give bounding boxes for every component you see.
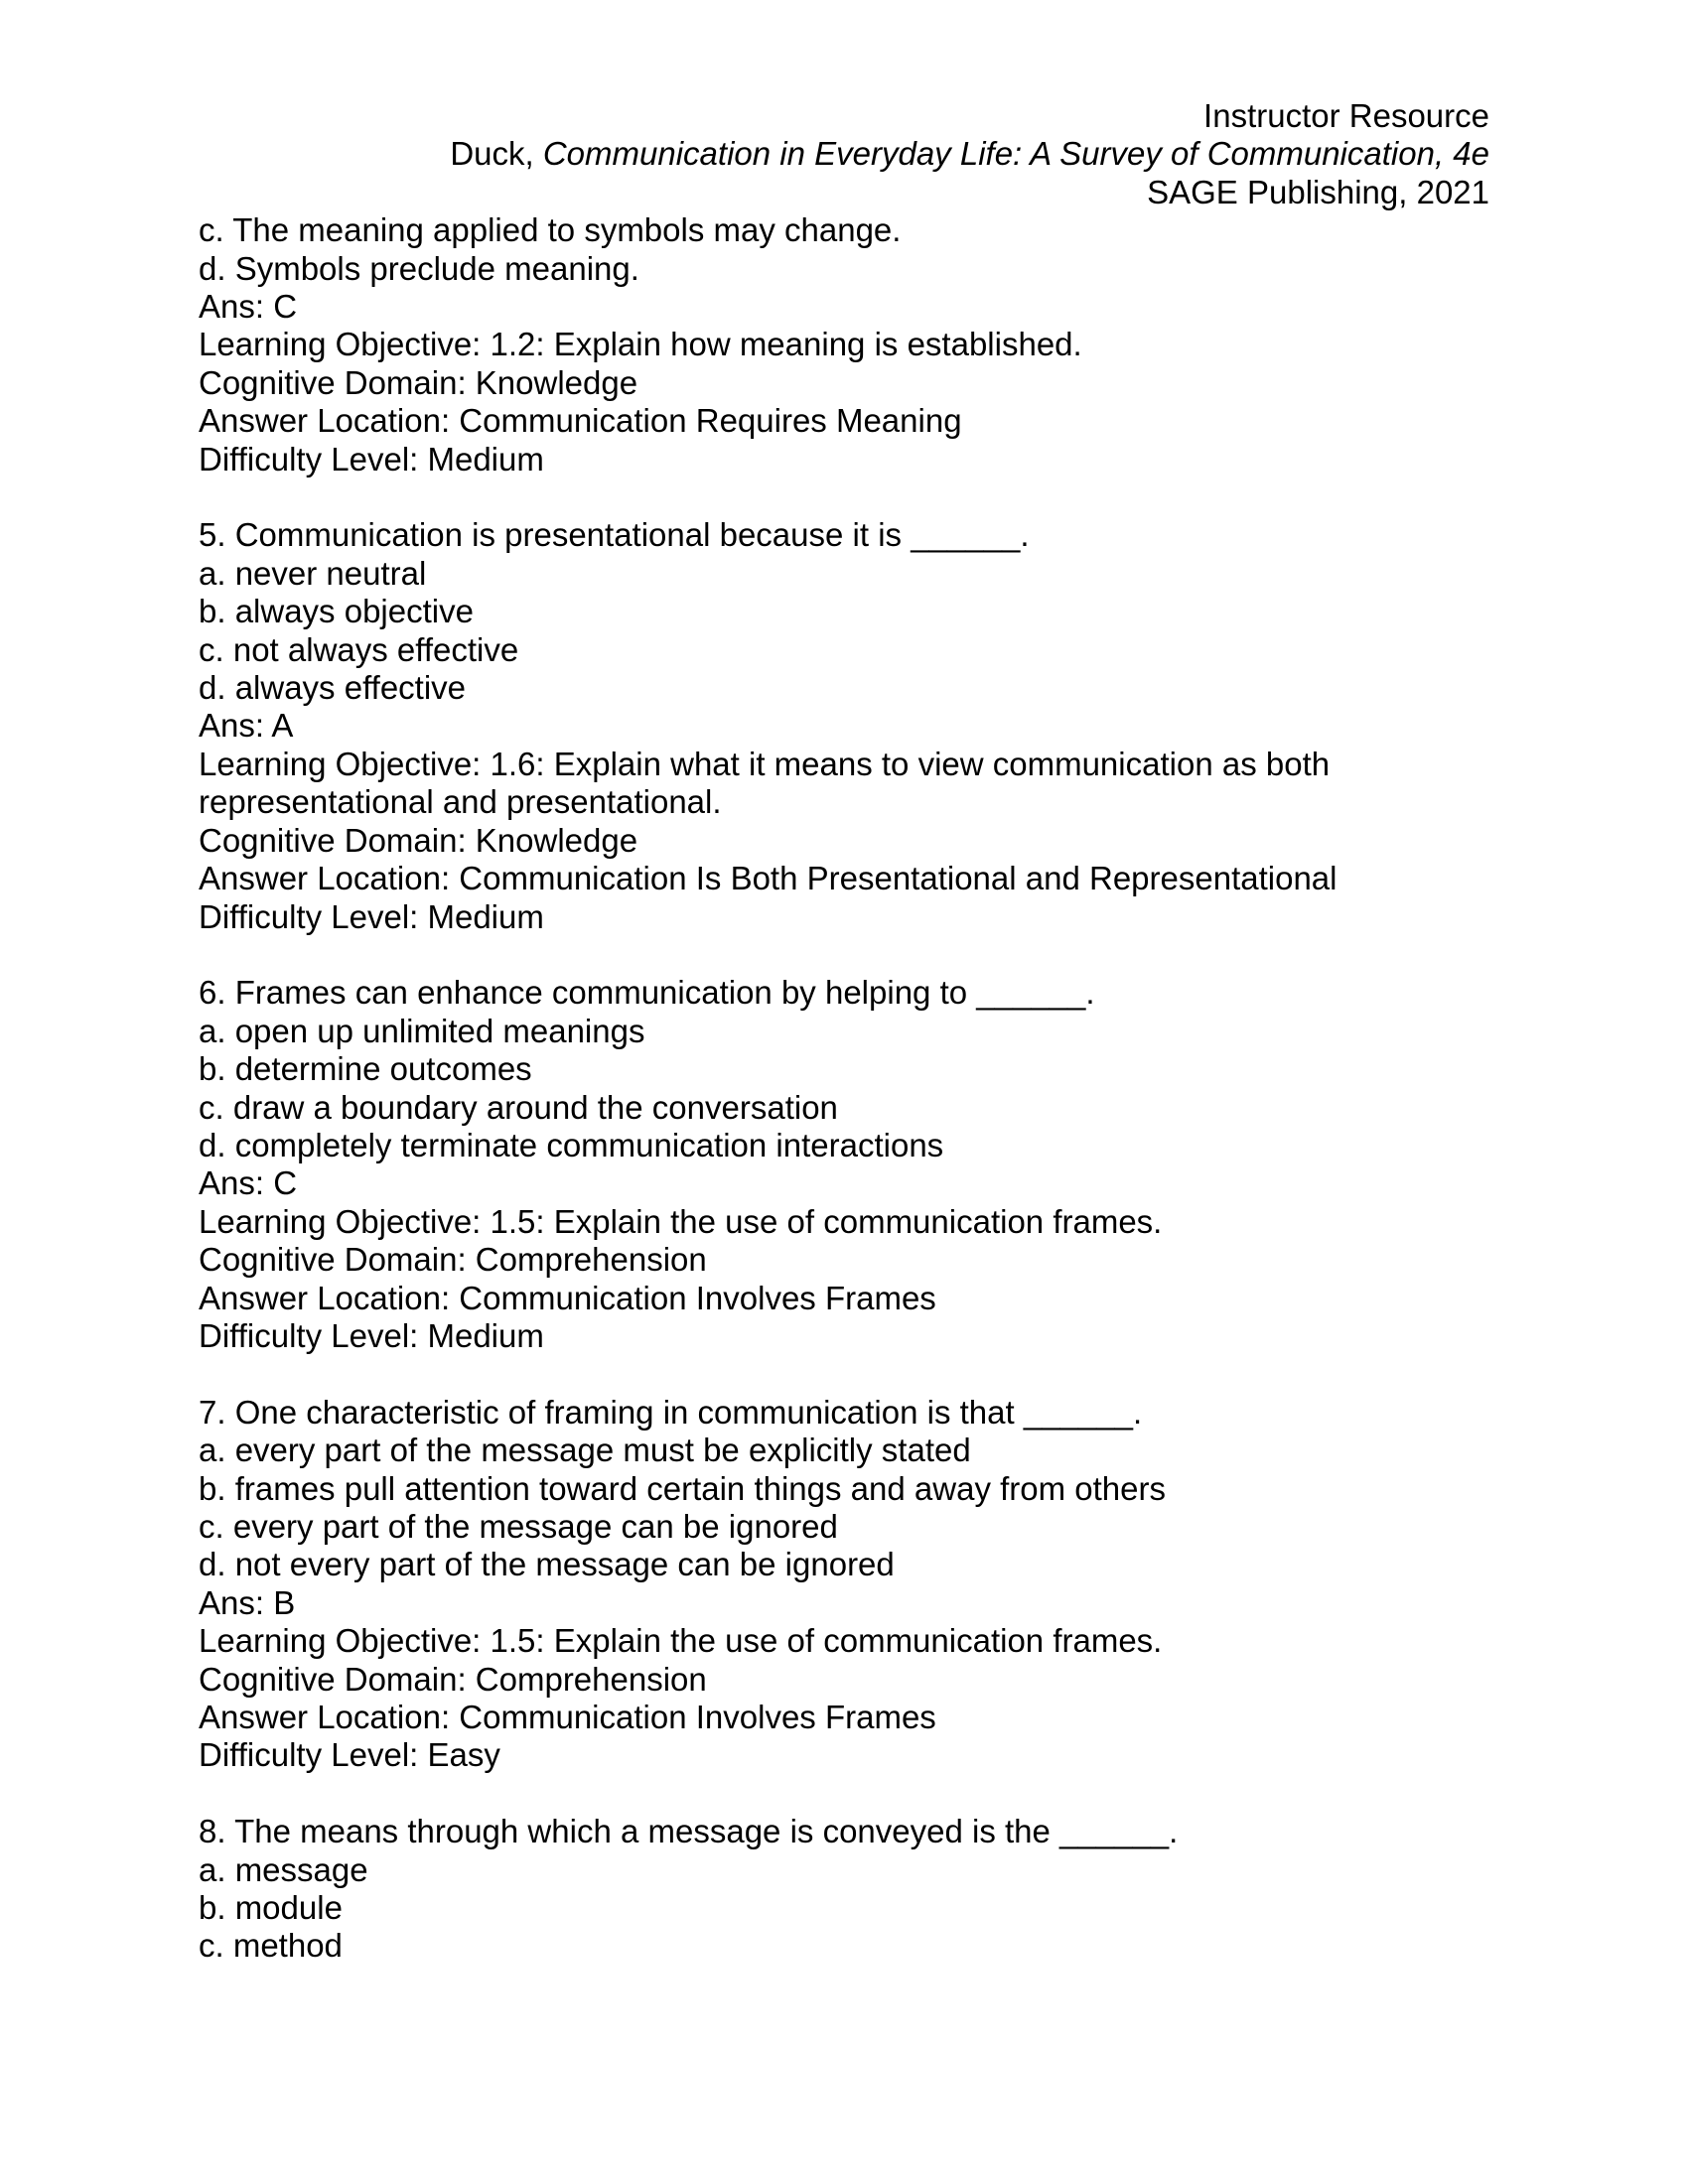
cognitive-domain-line: Cognitive Domain: Knowledge — [199, 363, 638, 401]
question-stem: 6. Frames can enhance communication by helping to ______. — [199, 974, 1095, 1012]
option-b-line: b. frames pull attention toward certain things and away from others — [199, 1469, 1166, 1507]
question-6-block — [199, 974, 1489, 1355]
option-d-line: d. completely terminate communication interactions — [199, 1126, 944, 1163]
option-a-line: a. every part of the message must be explicitly stated — [199, 1432, 971, 1469]
cognitive-domain-line: Cognitive Domain: Comprehension — [199, 1241, 707, 1279]
difficulty-level-line: Difficulty Level: Medium — [199, 440, 544, 478]
difficulty-level-line: Difficulty Level: Easy — [199, 1736, 500, 1774]
learning-objective-line: Learning Objective: 1.5: Explain the use of communication frames. — [199, 1202, 1163, 1240]
option-a-line: a. message — [199, 1850, 368, 1888]
learning-objective-line: Learning Objective: 1.5: Explain the use of communication frames. — [199, 1622, 1163, 1660]
learning-objective-line: Learning Objective: 1.2: Explain how meaning is established. — [199, 326, 1082, 363]
question-8-block — [199, 1813, 1489, 1966]
difficulty-level-line: Difficulty Level: Medium — [199, 1316, 544, 1354]
question-4-carryover-block — [199, 211, 1489, 478]
learning-objective-line: Learning Objective: 1.6: Explain what it means to view communication as both representational and presentational. — [199, 745, 1331, 821]
cognitive-domain-line: Cognitive Domain: Comprehension — [199, 1660, 707, 1698]
answer-line: Ans: B — [199, 1583, 296, 1621]
question-stem: 5. Communication is presentational because it is ______. — [199, 516, 1030, 554]
question-stem: 8. The means through which a message is conveyed is the ______. — [199, 1813, 1179, 1850]
option-c-line: c. not always effective — [199, 630, 519, 668]
answer-line: Ans: C — [199, 1164, 298, 1202]
question-5-block — [199, 516, 1489, 935]
option-c-line: c. The meaning applied to symbols may change. — [199, 211, 902, 249]
option-c-line: c. method — [199, 1927, 343, 1965]
answer-location-line: Answer Location: Communication Requires Meaning — [199, 402, 962, 440]
header-publisher-line: SAGE Publishing, 2021 — [1147, 173, 1489, 210]
option-b-line: b. module — [199, 1889, 343, 1927]
option-d-line: d. not every part of the message can be ignored — [199, 1546, 895, 1583]
option-d-line: d. always effective — [199, 669, 467, 707]
option-b-line: b. determine outcomes — [199, 1050, 532, 1088]
difficulty-level-line: Difficulty Level: Medium — [199, 897, 544, 935]
option-d-line: d. Symbols preclude meaning. — [199, 249, 639, 287]
document-header — [199, 97, 1489, 211]
answer-location-line: Answer Location: Communication Is Both Presentational and Representational — [199, 860, 1337, 897]
option-a-line: a. open up unlimited meanings — [199, 1012, 645, 1049]
answer-line: Ans: C — [199, 288, 298, 326]
document-content — [199, 97, 1489, 1966]
header-book-title: Communication in Everyday Life: A Survey of Communication, 4e — [542, 135, 1489, 173]
answer-location-line: Answer Location: Communication Involves Frames — [199, 1699, 936, 1736]
header-book-line — [199, 135, 1489, 173]
option-b-line: b. always objective — [199, 593, 474, 630]
header-resource-line: Instructor Resource — [1203, 97, 1489, 134]
question-stem: 7. One characteristic of framing in communication is that ______. — [199, 1393, 1143, 1431]
option-c-line: c. every part of the message can be ignored — [199, 1507, 838, 1545]
option-c-line: c. draw a boundary around the conversation — [199, 1088, 838, 1126]
answer-location-line: Answer Location: Communication Involves Frames — [199, 1279, 936, 1316]
answer-line: Ans: A — [199, 707, 294, 745]
cognitive-domain-line: Cognitive Domain: Knowledge — [199, 821, 638, 859]
header-author: Duck, — [450, 135, 543, 173]
option-a-line: a. never neutral — [199, 554, 427, 592]
question-7-block — [199, 1394, 1489, 1775]
